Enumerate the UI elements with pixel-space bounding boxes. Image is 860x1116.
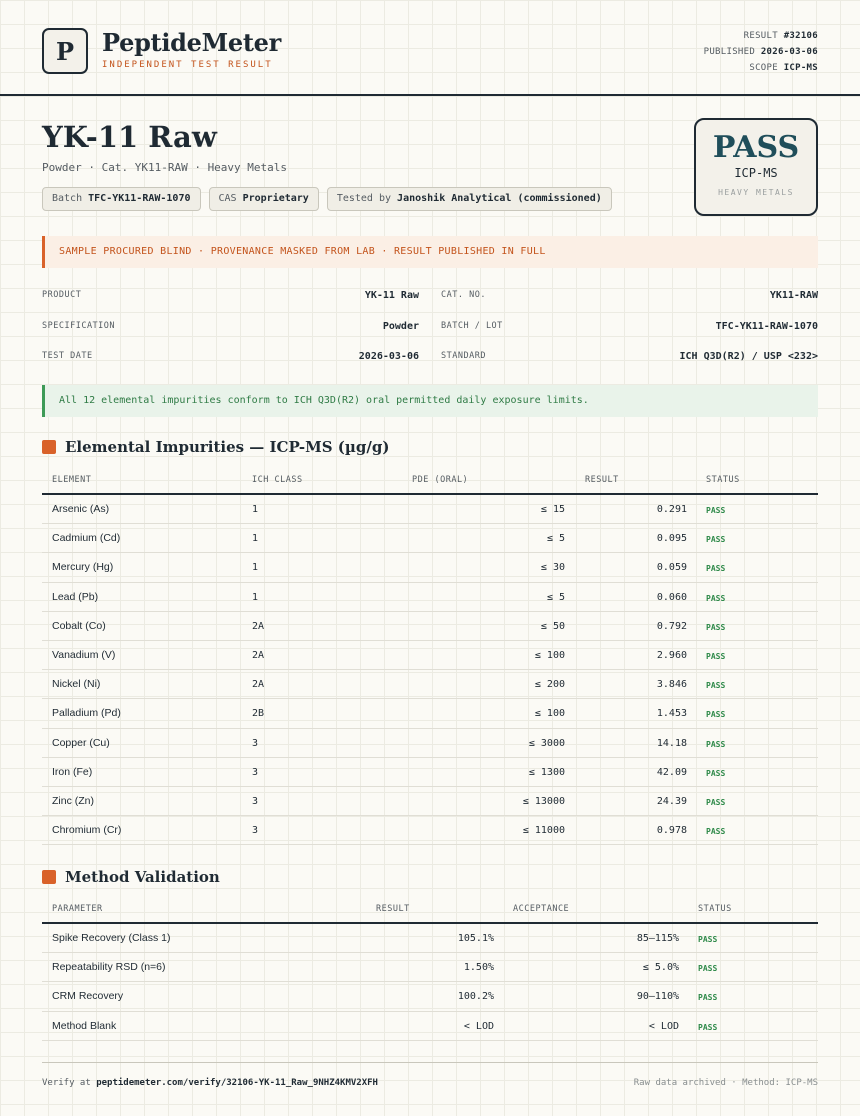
status-badge: PASS: [706, 506, 726, 515]
brand-name: PeptideMeter: [102, 28, 281, 57]
ich-class: 1: [252, 533, 259, 545]
status-badge: PASS: [706, 593, 726, 603]
pde-limit: ≤ 200: [534, 679, 565, 691]
status-badge: PASS: [698, 964, 718, 974]
pde-limit: ≤ 5: [546, 533, 565, 545]
chip-cas: CAS Proprietary: [209, 187, 319, 211]
col-element: ELEMENT: [52, 475, 92, 485]
validation-table: [42, 895, 818, 1041]
result-value: 100.2%: [457, 991, 494, 1003]
result-value: 24.39: [656, 795, 687, 807]
table-row: [42, 982, 818, 1011]
table-header: [42, 895, 818, 924]
col-status: STATUS: [706, 475, 740, 485]
element-name: Chromium (Cr): [52, 824, 122, 837]
pde-limit: ≤ 5: [546, 591, 565, 603]
col-result: RESULT: [585, 475, 619, 485]
status-badge: PASS: [706, 651, 726, 661]
ich-class: 1: [252, 591, 259, 603]
status-badge: PASS: [706, 827, 726, 837]
info-value: YK-11 Raw: [364, 290, 419, 301]
col-parameter: PARAMETER: [52, 904, 103, 914]
table-row: [42, 495, 818, 524]
info-row: [42, 313, 818, 344]
meta-result: RESULT #32106: [743, 31, 818, 41]
ich-class: 2A: [252, 620, 265, 632]
acceptance-range: 90–110%: [636, 991, 679, 1003]
ich-class: 3: [252, 825, 259, 837]
impurities-title: Elemental Impurities — ICP-MS (µg/g): [65, 438, 390, 456]
pde-limit: ≤ 13000: [522, 795, 565, 807]
report-meta: [704, 28, 818, 76]
info-value: YK11-RAW: [769, 290, 818, 301]
result-value: 3.846: [656, 679, 687, 691]
info-label: BATCH / LOT: [441, 320, 503, 331]
ich-class: 3: [252, 795, 259, 807]
col-result: RESULT: [376, 904, 410, 914]
info-label: TEST DATE: [42, 351, 93, 361]
parameter-name: Spike Recovery (Class 1): [52, 932, 171, 944]
conformance-banner: All 12 elemental impurities conform to ICH Q3D(R2) oral permitted daily exposure limits.: [42, 385, 818, 417]
acceptance-range: 85–115%: [636, 933, 679, 944]
result-value: 0.978: [656, 825, 687, 837]
verdict-word: PASS: [712, 130, 800, 165]
result-value: < LOD: [463, 1020, 494, 1032]
status-badge: PASS: [706, 681, 726, 691]
element-name: Arsenic (As): [52, 503, 110, 515]
info-value: ICH Q3D(R2) / USP <232>: [679, 351, 818, 362]
info-value: TFC-YK11-RAW-1070: [715, 320, 818, 332]
table-row: [42, 787, 818, 816]
product-chips: [42, 187, 612, 211]
result-value: 0.291: [656, 504, 687, 515]
section-marker-icon: [42, 440, 56, 454]
result-value: 0.059: [656, 562, 687, 574]
ich-class: 2A: [252, 679, 265, 691]
parameter-name: Method Blank: [52, 1019, 117, 1032]
element-name: Nickel (Ni): [52, 678, 101, 691]
ich-class: 1: [252, 504, 259, 515]
result-value: 14.18: [656, 737, 687, 749]
impurities-rows: [42, 495, 818, 845]
verdict-method: ICP-MS: [734, 166, 778, 180]
pde-limit: ≤ 15: [540, 504, 565, 515]
table-row: [42, 1012, 818, 1041]
info-label: SPECIFICATION: [42, 320, 116, 331]
status-badge: PASS: [706, 622, 726, 632]
result-value: 0.060: [656, 591, 687, 603]
ich-class: 2A: [252, 649, 265, 661]
product-info-grid: [42, 282, 818, 374]
result-value: 2.960: [656, 649, 687, 661]
page-title: YK-11 Raw: [42, 120, 217, 154]
warning-banner: SAMPLE PROCURED BLIND · PROVENANCE MASKED FROM LAB · RESULT PUBLISHED IN FULL: [42, 236, 818, 268]
col-acceptance: ACCEPTANCE: [513, 904, 570, 914]
element-name: Cadmium (Cd): [52, 532, 121, 545]
element-name: Palladium (Pd): [52, 707, 121, 720]
result-value: 105.1%: [457, 933, 494, 944]
info-label: PRODUCT: [42, 290, 82, 300]
info-label: CAT. NO.: [441, 290, 486, 300]
element-name: Lead (Pb): [52, 590, 99, 603]
status-badge: PASS: [698, 993, 718, 1003]
acceptance-range: ≤ 5.0%: [642, 962, 679, 974]
col-status: STATUS: [698, 904, 732, 914]
status-badge: PASS: [706, 768, 726, 778]
table-row: [42, 524, 818, 553]
status-badge: PASS: [698, 1022, 718, 1032]
col-pde: PDE (ORAL): [412, 475, 469, 485]
col-class: ICH CLASS: [252, 475, 303, 485]
parameter-name: Repeatability RSD (n=6): [52, 961, 166, 974]
table-row: [42, 583, 818, 612]
validation-rows: [42, 924, 818, 1041]
info-label: STANDARD: [441, 351, 486, 361]
status-badge: PASS: [706, 564, 726, 574]
verdict-scope: HEAVY METALS: [718, 188, 794, 197]
table-row: [42, 816, 818, 845]
impurities-heading: [42, 438, 389, 456]
table-row: [42, 612, 818, 641]
pde-limit: ≤ 100: [534, 649, 565, 661]
result-value: 1.453: [656, 708, 687, 720]
element-name: Vanadium (V): [52, 648, 116, 661]
impurities-table: [42, 466, 818, 845]
meta-scope: SCOPE ICP-MS: [749, 63, 818, 73]
chip-batch: Batch TFC-YK11-RAW-1070: [42, 187, 201, 211]
validation-title: Method Validation: [65, 868, 220, 886]
pde-limit: ≤ 100: [534, 708, 565, 720]
logo-icon: P: [42, 28, 88, 74]
ich-class: 3: [252, 766, 259, 778]
acceptance-range: < LOD: [648, 1020, 679, 1032]
result-value: 0.792: [656, 620, 687, 632]
table-row: [42, 553, 818, 582]
table-row: [42, 924, 818, 953]
ich-class: 3: [252, 737, 259, 749]
element-name: Mercury (Hg): [52, 561, 114, 574]
table-row: [42, 641, 818, 670]
section-marker-icon: [42, 870, 56, 884]
verify-line: Verify at peptidemeter.com/verify/32106-YK-11_Raw_9NHZ4KMV2XFH: [42, 1078, 378, 1088]
report-footer: [42, 1062, 818, 1088]
verify-link[interactable]: peptidemeter.com/verify/32106-YK-11_Raw_9NHZ4KMV2XFH: [96, 1078, 378, 1088]
element-name: Iron (Fe): [52, 765, 93, 778]
result-value: 42.09: [656, 766, 687, 778]
table-row: [42, 670, 818, 699]
info-row: [42, 343, 818, 374]
result-value: 0.095: [656, 533, 687, 545]
pde-limit: ≤ 3000: [528, 737, 565, 749]
table-row: [42, 729, 818, 758]
parameter-name: CRM Recovery: [52, 990, 124, 1003]
archive-note: Raw data archived · Method: ICP-MS: [633, 1078, 818, 1088]
table-row: [42, 758, 818, 787]
table-row: [42, 953, 818, 982]
table-header: [42, 466, 818, 495]
table-row: [42, 699, 818, 728]
status-badge: PASS: [706, 797, 726, 807]
result-value: 1.50%: [463, 962, 494, 974]
info-value: 2026-03-06: [358, 351, 419, 362]
meta-published: PUBLISHED 2026-03-06: [703, 47, 818, 57]
brand-tagline: INDEPENDENT TEST RESULT: [102, 60, 273, 70]
status-badge: PASS: [706, 710, 726, 720]
ich-class: 1: [252, 562, 259, 574]
validation-heading: [42, 868, 220, 886]
info-row: [42, 282, 818, 313]
status-badge: PASS: [706, 535, 726, 545]
report-header: [0, 0, 860, 96]
element-name: Cobalt (Co): [52, 619, 106, 632]
pde-limit: ≤ 11000: [522, 825, 565, 837]
page-subtitle: Powder · Cat. YK11-RAW · Heavy Metals: [42, 161, 288, 174]
ich-class: 2B: [252, 708, 265, 720]
pde-limit: ≤ 30: [540, 562, 565, 574]
verdict-stamp: [694, 118, 818, 216]
status-badge: PASS: [698, 935, 718, 944]
status-badge: PASS: [706, 739, 726, 749]
chip-tested-by: Tested by Janoshik Analytical (commissioned): [327, 187, 612, 211]
pde-limit: ≤ 50: [540, 620, 565, 632]
element-name: Zinc (Zn): [52, 794, 94, 807]
info-value: Powder: [382, 320, 419, 332]
pde-limit: ≤ 1300: [528, 766, 565, 778]
element-name: Copper (Cu): [52, 736, 110, 749]
